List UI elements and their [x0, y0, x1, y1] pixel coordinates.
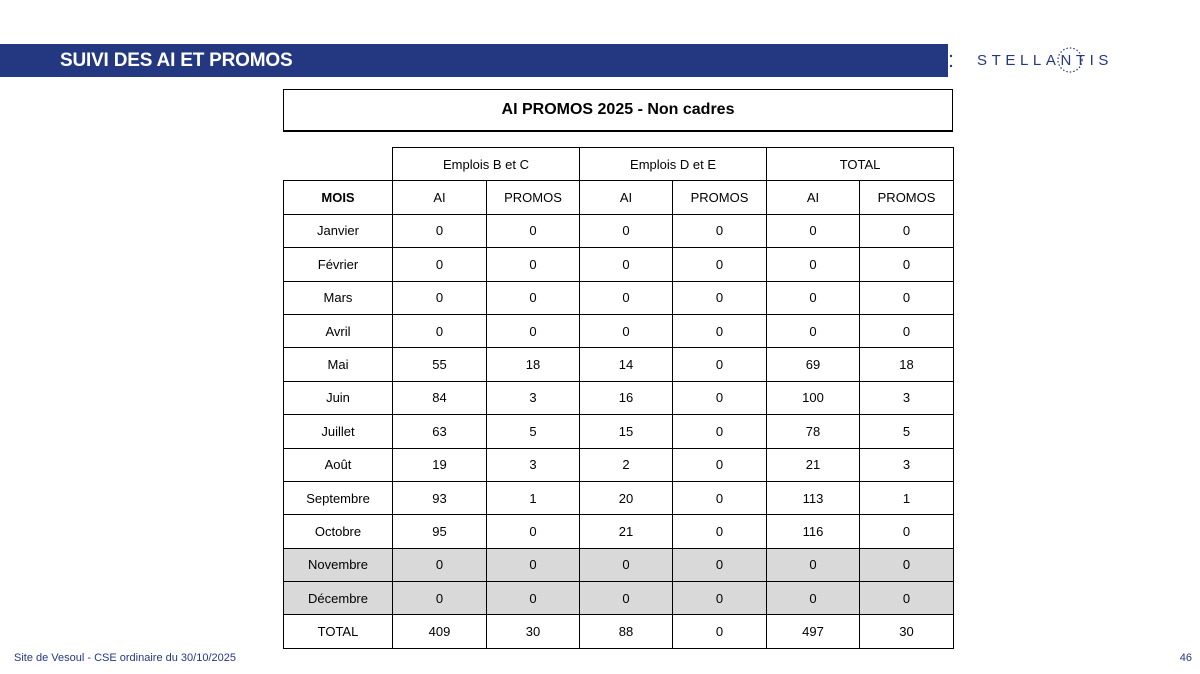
table-cell: 55	[393, 348, 487, 381]
table-cell: 15	[580, 415, 673, 448]
table-cell: 0	[393, 582, 487, 615]
table-cell: 0	[860, 582, 954, 615]
table-cell: 78	[767, 415, 860, 448]
table-cell: 0	[580, 548, 673, 581]
table-cell: 0	[767, 548, 860, 581]
row-label: Novembre	[284, 548, 393, 581]
footer-text: Site de Vesoul - CSE ordinaire du 30/10/2025	[14, 652, 236, 664]
page-number: 46	[1179, 652, 1192, 664]
table-cell: 18	[487, 348, 580, 381]
table-cell: 0	[767, 281, 860, 314]
table-cell: 0	[767, 248, 860, 281]
table-cell: 69	[767, 348, 860, 381]
table-cell: 0	[767, 582, 860, 615]
table-cell: 3	[487, 448, 580, 481]
table-row	[284, 381, 954, 414]
table-cell: 0	[487, 214, 580, 247]
table-cell: 0	[393, 281, 487, 314]
column-header: AI	[393, 181, 487, 214]
table-cell: 497	[767, 615, 860, 648]
table-cell: 1	[487, 481, 580, 514]
table-cell: 0	[673, 448, 767, 481]
table-cell: 2	[580, 448, 673, 481]
table-cell: 21	[767, 448, 860, 481]
table-cell: 18	[860, 348, 954, 381]
stellantis-logo: STELLANTIS	[977, 52, 1114, 69]
table-cell: 0	[487, 314, 580, 347]
table-cell: 1	[860, 481, 954, 514]
table-cell: 116	[767, 515, 860, 548]
table-cell: 0	[860, 314, 954, 347]
table-body	[284, 214, 954, 615]
month-header: MOIS	[284, 181, 393, 214]
title-banner	[0, 44, 948, 77]
table-cell: 21	[580, 515, 673, 548]
table-cell: 0	[673, 214, 767, 247]
column-header-row	[284, 181, 954, 214]
ai-promos-table	[283, 147, 954, 649]
table-cell: 0	[767, 214, 860, 247]
blank-cell	[284, 148, 393, 181]
table-cell: 20	[580, 481, 673, 514]
table-cell: 0	[580, 314, 673, 347]
group-header: Emplois B et C	[393, 148, 580, 181]
row-label: Juillet	[284, 415, 393, 448]
table-cell: 30	[860, 615, 954, 648]
brand-dots-icon	[935, 44, 957, 77]
group-header: Emplois D et E	[580, 148, 767, 181]
table-cell: 0	[673, 548, 767, 581]
table-row	[284, 281, 954, 314]
table-row	[284, 348, 954, 381]
table-cell: 0	[673, 248, 767, 281]
table-row	[284, 515, 954, 548]
table-cell: 0	[673, 582, 767, 615]
table-cell: 14	[580, 348, 673, 381]
table-row	[284, 582, 954, 615]
table-cell: 30	[487, 615, 580, 648]
group-header-row	[284, 148, 954, 181]
column-header: AI	[767, 181, 860, 214]
row-label: Août	[284, 448, 393, 481]
table-cell: 0	[673, 415, 767, 448]
group-header: TOTAL	[767, 148, 954, 181]
table-cell: 0	[860, 248, 954, 281]
data-sheet	[283, 89, 953, 640]
table-cell: 93	[393, 481, 487, 514]
row-label: Janvier	[284, 214, 393, 247]
table-cell: 0	[860, 281, 954, 314]
table-cell: 3	[860, 381, 954, 414]
table-cell: 16	[580, 381, 673, 414]
table-cell: 5	[860, 415, 954, 448]
table-cell: 113	[767, 481, 860, 514]
row-label: Octobre	[284, 515, 393, 548]
table-row	[284, 548, 954, 581]
table-cell: 0	[487, 582, 580, 615]
table-cell: 0	[860, 515, 954, 548]
table-cell: 0	[393, 314, 487, 347]
column-header: PROMOS	[860, 181, 954, 214]
table-row	[284, 248, 954, 281]
table-cell: 0	[580, 248, 673, 281]
column-header: PROMOS	[673, 181, 767, 214]
logo-ring-icon	[1055, 44, 1085, 76]
row-label: Décembre	[284, 582, 393, 615]
table-cell: 0	[487, 515, 580, 548]
table-cell: 0	[580, 214, 673, 247]
table-cell: 0	[673, 281, 767, 314]
table-cell: 409	[393, 615, 487, 648]
table-row	[284, 314, 954, 347]
table-cell: 0	[580, 281, 673, 314]
row-label: Mars	[284, 281, 393, 314]
table-cell: 88	[580, 615, 673, 648]
table-cell: 0	[487, 548, 580, 581]
table-cell: 0	[860, 548, 954, 581]
table-row	[284, 415, 954, 448]
table-cell: 5	[487, 415, 580, 448]
table-cell: 0	[673, 314, 767, 347]
table-cell: 0	[673, 348, 767, 381]
table-title: AI PROMOS 2025 - Non cadres	[283, 89, 953, 132]
table-row	[284, 448, 954, 481]
table-cell: 95	[393, 515, 487, 548]
row-label: Mai	[284, 348, 393, 381]
column-header: AI	[580, 181, 673, 214]
table-cell: 63	[393, 415, 487, 448]
table-cell: 84	[393, 381, 487, 414]
table-cell: 0	[487, 248, 580, 281]
table-cell: 0	[393, 248, 487, 281]
table-cell: 0	[393, 214, 487, 247]
row-label: Juin	[284, 381, 393, 414]
row-label: TOTAL	[284, 615, 393, 648]
table-cell: 19	[393, 448, 487, 481]
table-row	[284, 214, 954, 247]
page-title: SUIVI DES AI ET PROMOS	[60, 50, 293, 71]
table-row	[284, 481, 954, 514]
row-label: Février	[284, 248, 393, 281]
table-cell: 0	[487, 281, 580, 314]
table-cell: 0	[673, 515, 767, 548]
table-cell: 0	[860, 214, 954, 247]
table-cell: 3	[487, 381, 580, 414]
table-cell: 0	[673, 615, 767, 648]
table-cell: 0	[673, 381, 767, 414]
row-label: Avril	[284, 314, 393, 347]
table-cell: 3	[860, 448, 954, 481]
total-row	[284, 615, 954, 648]
row-label: Septembre	[284, 481, 393, 514]
table-cell: 0	[673, 481, 767, 514]
table-cell: 100	[767, 381, 860, 414]
table-cell: 0	[393, 548, 487, 581]
column-header: PROMOS	[487, 181, 580, 214]
table-cell: 0	[580, 582, 673, 615]
table-cell: 0	[767, 314, 860, 347]
